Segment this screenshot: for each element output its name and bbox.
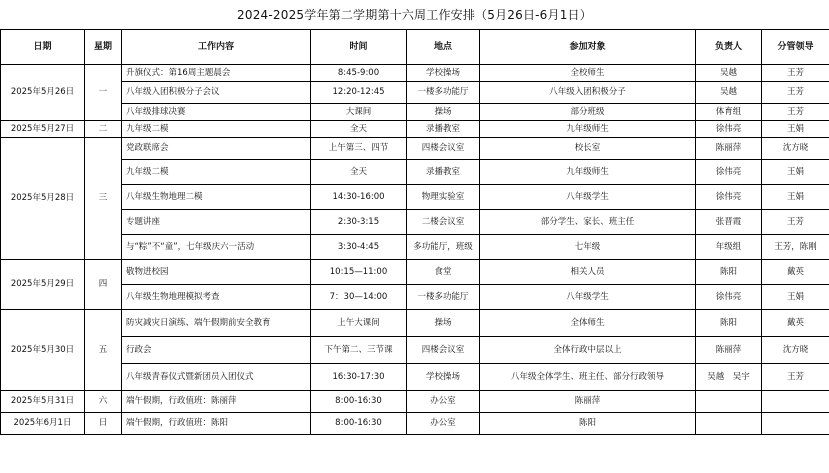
target-cell: 全体师生 [480,310,696,337]
weekday-cell: 四 [85,260,122,310]
work-cell: 敬物进校园 [122,260,311,285]
leader-cell: 戴英 [762,310,829,337]
table-row [1,210,829,235]
date-cell: 2025年5月29日 [1,260,85,310]
work-cell: 八年级生物地理二模 [122,185,311,210]
target-cell: 九年级师生 [480,160,696,185]
location-cell: 操场 [407,104,480,121]
table-row [1,391,829,413]
target-cell: 全体行政中层以上 [480,337,696,364]
table-row [1,82,829,104]
table-row [1,235,829,260]
date-cell: 2025年5月30日 [1,310,85,391]
table-row [1,260,829,285]
work-cell: 防灾减灾日演练、端午假期前安全教育 [122,310,311,337]
time-cell: 全天 [311,160,407,185]
owner-cell: 徐伟亮 [696,285,762,310]
weekday-cell: 一 [85,65,122,121]
work-cell: 端午假期，行政值班：陈丽萍 [122,391,311,413]
time-cell: 上午第三、四节 [311,138,407,160]
work-cell: 九年级二模 [122,121,311,138]
location-cell: 二楼会议室 [407,210,480,235]
owner-cell: 陈阳 [696,310,762,337]
location-cell: 办公室 [407,391,480,413]
table-row [1,104,829,121]
time-cell: 下午第二、三节课 [311,337,407,364]
owner-cell: 徐伟亮 [696,160,762,185]
target-cell: 部分学生、家长、班主任 [480,210,696,235]
weekday-cell: 二 [85,121,122,138]
header-leader: 分管领导 [762,30,829,65]
time-cell: 3:30-4:45 [311,235,407,260]
time-cell: 10:15—11:00 [311,260,407,285]
owner-cell [696,413,762,435]
target-cell: 八年级学生 [480,285,696,310]
header-owner: 负责人 [696,30,762,65]
time-cell: 7：30—14:00 [311,285,407,310]
work-cell: 行政会 [122,337,311,364]
location-cell: 四楼会议室 [407,138,480,160]
table-row [1,65,829,82]
leader-cell: 王芳 [762,364,829,391]
owner-cell: 徐伟亮 [696,185,762,210]
header-row [1,30,829,65]
location-cell: 录播教室 [407,121,480,138]
location-cell: 食堂 [407,260,480,285]
owner-cell: 徐伟亮 [696,121,762,138]
table-row [1,285,829,310]
time-cell: 2:30-3:15 [311,210,407,235]
location-cell: 操场 [407,310,480,337]
location-cell: 一楼多功能厅 [407,285,480,310]
owner-cell: 吴越 [696,82,762,104]
owner-cell: 吴越 [696,65,762,82]
leader-cell: 王娟 [762,185,829,210]
target-cell: 八年级入团积极分子 [480,82,696,104]
location-cell: 学校操场 [407,65,480,82]
work-cell: 端午假期，行政值班：陈阳 [122,413,311,435]
target-cell: 相关人员 [480,260,696,285]
work-cell: 八年级生物地理模拟考查 [122,285,311,310]
date-cell: 2025年5月31日 [1,391,85,413]
table-row [1,310,829,337]
owner-cell: 年级组 [696,235,762,260]
time-cell: 8:45-9:00 [311,65,407,82]
work-cell: 党政联席会 [122,138,311,160]
header-location: 地点 [407,30,480,65]
target-cell: 八年级全体学生、班主任、部分行政领导 [480,364,696,391]
time-cell: 大课间 [311,104,407,121]
header-week: 星期 [85,30,122,65]
target-cell: 九年级师生 [480,121,696,138]
page-title: 2024-2025学年第二学期第十六周工作安排（5月26日-6月1日） [237,8,592,22]
leader-cell: 沈方晓 [762,337,829,364]
owner-cell: 吴越 吴宇 [696,364,762,391]
location-cell: 物理实验室 [407,185,480,210]
leader-cell: 王芳，陈刚 [762,235,829,260]
owner-cell: 陈丽萍 [696,337,762,364]
leader-cell: 王芳 [762,65,829,82]
leader-cell: 王娟 [762,121,829,138]
table-row [1,364,829,391]
location-cell: 多功能厅，班级 [407,235,480,260]
date-cell: 2025年6月1日 [1,413,85,435]
target-cell: 校长室 [480,138,696,160]
leader-cell: 戴英 [762,260,829,285]
table-row [1,121,829,138]
target-cell: 八年级学生 [480,185,696,210]
target-cell: 七年级 [480,235,696,260]
time-cell: 全天 [311,121,407,138]
target-cell: 部分班级 [480,104,696,121]
date-cell: 2025年5月27日 [1,121,85,138]
table-row [1,160,829,185]
location-cell: 学校操场 [407,364,480,391]
work-cell: 八年级入团积极分子会议 [122,82,311,104]
owner-cell [696,391,762,413]
target-cell: 陈丽萍 [480,391,696,413]
leader-cell [762,413,829,435]
time-cell: 16:30-17:30 [311,364,407,391]
target-cell: 陈阳 [480,413,696,435]
owner-cell: 张晋霞 [696,210,762,235]
time-cell: 8:00-16:30 [311,413,407,435]
work-cell: 八年级青春仪式暨新团员入团仪式 [122,364,311,391]
location-cell: 录播教室 [407,160,480,185]
work-cell: 八年级排球决赛 [122,104,311,121]
leader-cell: 王芳 [762,210,829,235]
owner-cell: 体育组 [696,104,762,121]
weekday-cell: 六 [85,391,122,413]
weekday-cell: 日 [85,413,122,435]
date-cell: 2025年5月28日 [1,138,85,260]
work-cell: 九年级二模 [122,160,311,185]
date-cell: 2025年5月26日 [1,65,85,121]
header-date: 日期 [1,30,85,65]
leader-cell: 沈方晓 [762,138,829,160]
table-row [1,413,829,435]
leader-cell [762,391,829,413]
header-target: 参加对象 [480,30,696,65]
header-time: 时间 [311,30,407,65]
location-cell: 办公室 [407,413,480,435]
weekday-cell: 三 [85,138,122,260]
table-row [1,337,829,364]
leader-cell: 王娟 [762,285,829,310]
leader-cell: 王芳 [762,104,829,121]
time-cell: 14:30-16:00 [311,185,407,210]
table-row [1,138,829,160]
target-cell: 全校师生 [480,65,696,82]
owner-cell: 陈丽萍 [696,138,762,160]
work-cell: 与“粽”不“童”，七年级庆六一活动 [122,235,311,260]
work-cell: 升旗仪式：第16周主题晨会 [122,65,311,82]
header-work: 工作内容 [122,30,311,65]
time-cell: 上午大课间 [311,310,407,337]
weekday-cell: 五 [85,310,122,391]
leader-cell: 王娟 [762,160,829,185]
leader-cell: 王芳 [762,82,829,104]
location-cell: 四楼会议室 [407,337,480,364]
table-row [1,185,829,210]
work-cell: 专题讲座 [122,210,311,235]
location-cell: 一楼多功能厅 [407,82,480,104]
schedule-table [0,29,829,435]
owner-cell: 陈阳 [696,260,762,285]
time-cell: 8:00-16:30 [311,391,407,413]
time-cell: 12:20-12:45 [311,82,407,104]
